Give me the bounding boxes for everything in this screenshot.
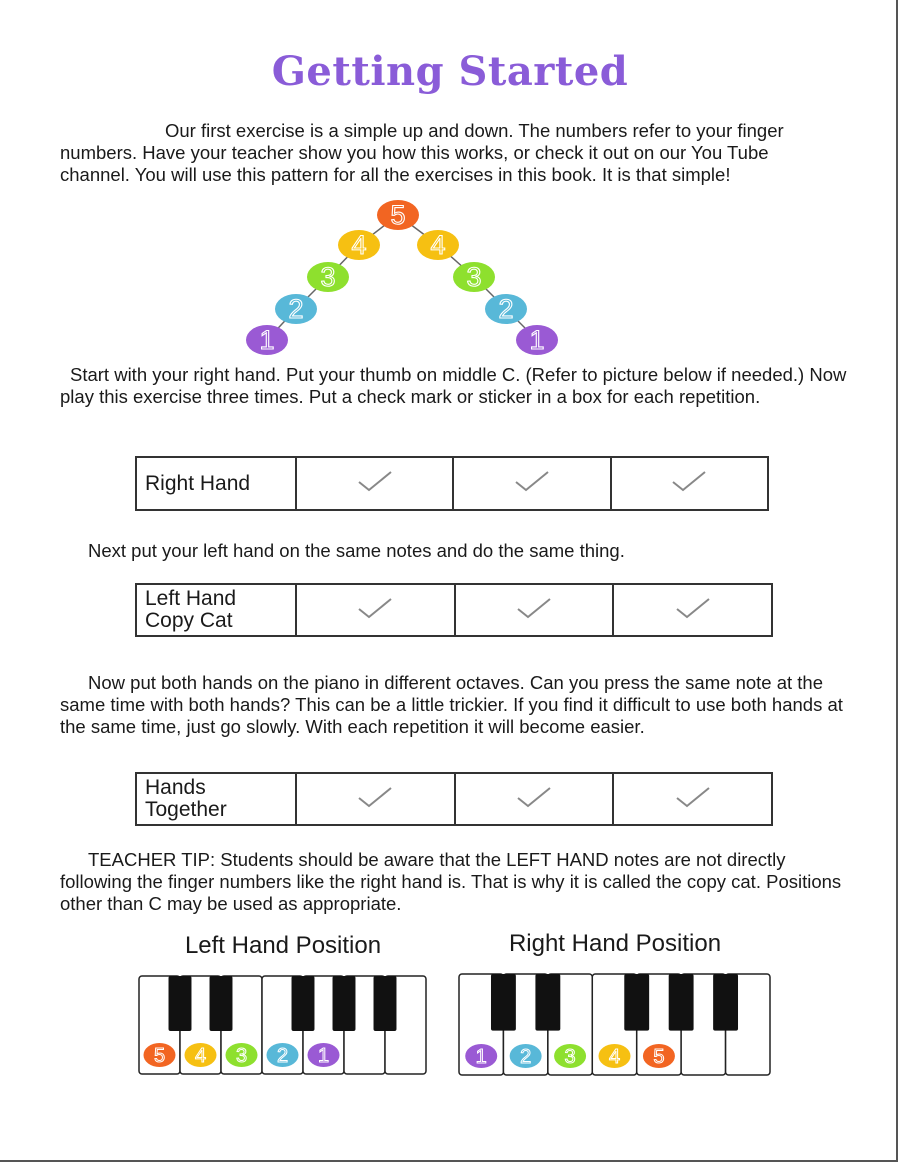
check-box[interactable] xyxy=(611,457,768,510)
check-box[interactable] xyxy=(613,584,772,636)
svg-text:3: 3 xyxy=(466,262,482,292)
check-box[interactable] xyxy=(455,584,614,636)
svg-text:4: 4 xyxy=(351,230,367,260)
svg-text:1: 1 xyxy=(475,1046,487,1068)
right-hand-label xyxy=(136,457,296,510)
teacher-tip-paragraph: TEACHER TIP: Students should be aware that the LEFT HAND notes are not directly following the finger numbers like the right hand is. That is why it is called the copy cat. Positions other than C may be used as appropriate. xyxy=(60,849,842,914)
svg-text:5: 5 xyxy=(390,200,406,230)
finger-pattern-diagram xyxy=(240,198,570,360)
intro-paragraph: Our first exercise is a simple up and down. The numbers refer to your finger numbers. Have your teacher show you how this works, or check it out on our You Tube channel. You will use this pattern for all the exercises in this book. It is that simple! xyxy=(60,120,784,185)
finger-oval-1 xyxy=(516,325,558,355)
finger-oval-4 xyxy=(338,230,380,260)
check-mark-icon xyxy=(510,466,554,496)
black-key[interactable] xyxy=(624,974,649,1031)
check-box[interactable] xyxy=(296,457,453,510)
left-hand-keyboard xyxy=(138,975,427,1075)
black-key[interactable] xyxy=(292,976,315,1031)
svg-text:5: 5 xyxy=(153,1045,166,1067)
check-mark-icon xyxy=(671,593,715,623)
finger-oval-2 xyxy=(485,294,527,324)
check-mark-icon xyxy=(353,466,397,496)
left-hand-label-line-1: Left Hand xyxy=(145,587,237,610)
finger-dot-3 xyxy=(554,1044,586,1068)
right-hand-position-label: Right Hand Position xyxy=(508,930,722,957)
right-hand-check-table xyxy=(135,456,769,511)
right-hand-paragraph: Start with your right hand. Put your thumb on middle C. (Refer to picture below if needed.) Now play this exercise three times. Put a check mark or sticker in a box for each repetition. xyxy=(60,364,847,407)
svg-text:4: 4 xyxy=(430,230,446,260)
both-hands-paragraph: Now put both hands on the piano in different octaves. Can you press the same note at the same time with both hands? This can be a little trickier. If you find it difficult to use both hands at the same time, just go slowly. With each repetition it will become easier. xyxy=(60,672,843,737)
black-key[interactable] xyxy=(210,976,233,1031)
svg-text:2: 2 xyxy=(276,1045,289,1067)
finger-dot-4 xyxy=(599,1044,631,1068)
finger-dot-3 xyxy=(226,1043,258,1067)
finger-oval-3 xyxy=(453,262,495,292)
finger-oval-5 xyxy=(377,200,419,230)
finger-dot-5 xyxy=(144,1043,176,1067)
hands-together-check-table xyxy=(135,772,773,826)
svg-text:4: 4 xyxy=(194,1045,207,1067)
svg-text:2: 2 xyxy=(520,1046,532,1068)
left-hand-position-label: Left Hand Position xyxy=(184,932,382,959)
finger-oval-1 xyxy=(246,325,288,355)
finger-oval-2 xyxy=(275,294,317,324)
svg-text:3: 3 xyxy=(235,1045,248,1067)
piano-keys xyxy=(138,975,427,1075)
finger-dot-4 xyxy=(185,1043,217,1067)
page-title: Getting Started xyxy=(271,48,629,95)
finger-dot-2 xyxy=(510,1044,542,1068)
right-hand-label-line-1: Right Hand xyxy=(145,471,251,495)
finger-dot-2 xyxy=(267,1043,299,1067)
check-mark-icon xyxy=(353,593,397,623)
piano-keys xyxy=(458,973,771,1076)
svg-text:1: 1 xyxy=(317,1045,330,1067)
svg-text:3: 3 xyxy=(564,1046,576,1068)
left-hand-check-table xyxy=(135,583,773,637)
check-box[interactable] xyxy=(296,773,455,825)
finger-dot-1 xyxy=(465,1044,497,1068)
check-mark-icon xyxy=(667,466,711,496)
right-hand-keyboard xyxy=(458,973,771,1076)
black-key[interactable] xyxy=(535,974,560,1031)
check-box[interactable] xyxy=(455,773,614,825)
black-key[interactable] xyxy=(491,974,516,1031)
svg-text:2: 2 xyxy=(288,294,304,324)
svg-text:3: 3 xyxy=(320,262,336,292)
hands-together-label-line-2: Together xyxy=(145,798,227,821)
finger-dot-1 xyxy=(308,1043,340,1067)
check-mark-icon xyxy=(671,782,715,812)
left-hand-label-line-2: Copy Cat xyxy=(145,609,233,632)
hands-together-label xyxy=(136,773,296,825)
check-box[interactable] xyxy=(296,584,455,636)
black-key[interactable] xyxy=(169,976,192,1031)
black-key[interactable] xyxy=(333,976,356,1031)
black-key[interactable] xyxy=(669,974,694,1031)
black-key[interactable] xyxy=(713,974,738,1031)
check-mark-icon xyxy=(512,593,556,623)
finger-dot-5 xyxy=(643,1044,675,1068)
finger-oval-4 xyxy=(417,230,459,260)
left-hand-paragraph: Next put your left hand on the same notes and do the same thing. xyxy=(88,540,625,561)
check-box[interactable] xyxy=(453,457,610,510)
left-hand-label xyxy=(136,584,296,636)
hands-together-label-line-1: Hands xyxy=(145,776,206,799)
check-mark-icon xyxy=(353,782,397,812)
svg-text:5: 5 xyxy=(653,1046,665,1068)
svg-text:1: 1 xyxy=(529,325,545,355)
svg-text:4: 4 xyxy=(608,1046,621,1068)
black-key[interactable] xyxy=(374,976,397,1031)
svg-text:2: 2 xyxy=(498,294,514,324)
check-box[interactable] xyxy=(613,773,772,825)
svg-text:1: 1 xyxy=(259,325,275,355)
finger-oval-3 xyxy=(307,262,349,292)
check-mark-icon xyxy=(512,782,556,812)
